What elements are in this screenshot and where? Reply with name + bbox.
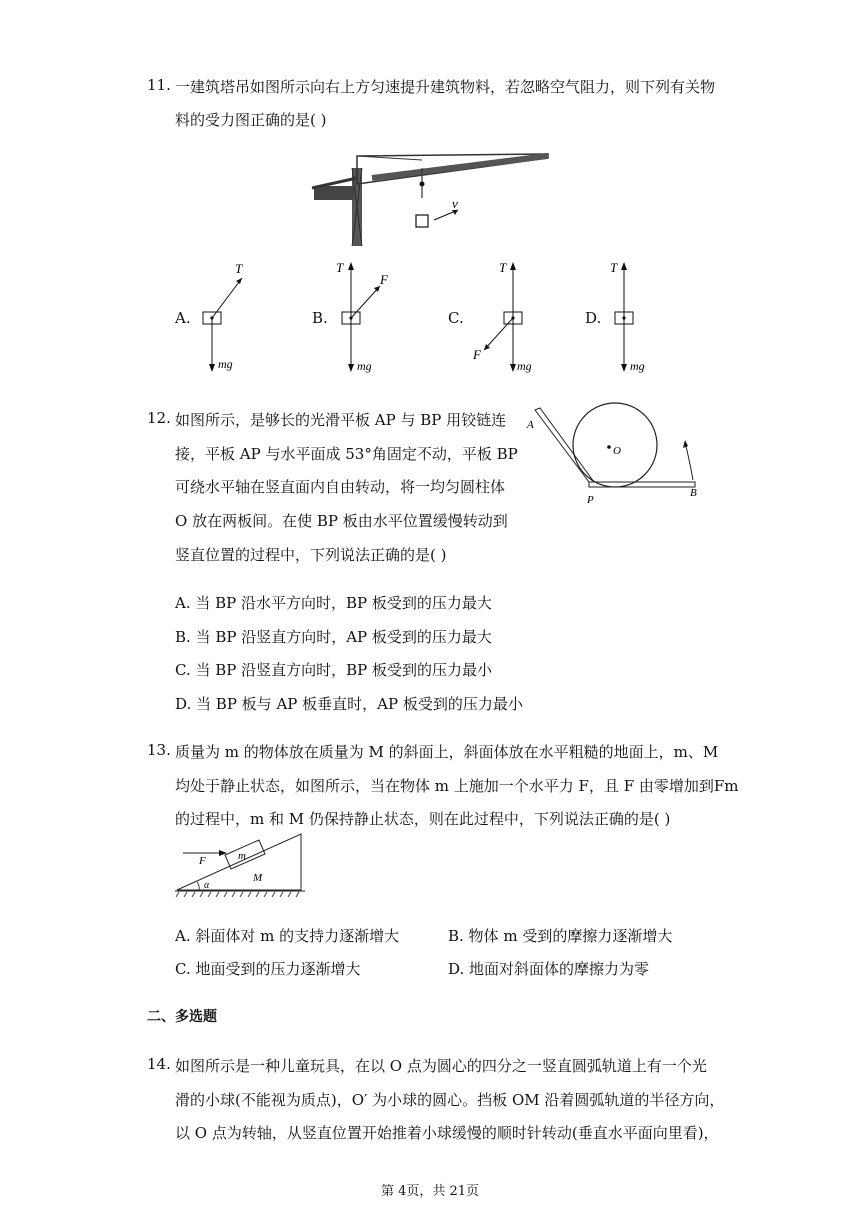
q11-line-1: 一建筑塔吊如图所示向右上方匀速提升建筑物料，若忽略空气阻力，则下列有关物 <box>175 78 716 96</box>
q13-option-a: A. 斜面体对 m 的支持力逐渐增大 <box>175 927 400 945</box>
q14-number: 14. <box>147 1055 171 1073</box>
q11-d-force-mg: mg <box>630 359 645 373</box>
q14-line-2: 滑的小球(不能视为质点)，O′ 为小球的圆心。挡板 OM 沿着圆弧轨道的半径方向， <box>175 1091 725 1109</box>
q12-line-3: 可绕水平轴在竖直面内自由转动，将一均匀圆柱体 <box>175 478 506 496</box>
q12-figure <box>525 400 710 510</box>
q13-figure <box>175 832 310 902</box>
q13-option-d: D. 地面对斜面体的摩擦力为零 <box>448 960 650 978</box>
q12-line-2: 接，平板 AP 与水平面成 53°角固定不动，平板 BP <box>175 445 518 463</box>
q12-option-a: A. 当 BP 沿水平方向时，BP 板受到的压力最大 <box>175 594 492 612</box>
q11-c-force-f: F <box>473 347 481 362</box>
q13-number: 13. <box>147 741 171 759</box>
q13-option-c: C. 地面受到的压力逐渐增大 <box>175 960 361 978</box>
q11-option-b-letter: B. <box>312 309 328 327</box>
q13-label-alpha: α <box>204 880 210 891</box>
q12-line-1: 如图所示，是够长的光滑平板 AP 与 BP 用铰链连 <box>175 411 507 429</box>
crane-velocity-label: v <box>452 196 458 211</box>
q13-line-3: 的过程中，m 和 M 仍保持静止状态，则在此过程中，下列说法正确的是( ) <box>175 810 671 828</box>
q13-line-1: 质量为 m 的物体放在质量为 M 的斜面上，斜面体放在水平粗糙的地面上，m、M <box>175 743 719 761</box>
q11-option-c-diagram <box>470 258 545 375</box>
q11-c-force-t: T <box>499 260 507 275</box>
q11-c-force-mg: mg <box>517 359 532 373</box>
q11-line-2: 料的受力图正确的是( ) <box>175 111 327 129</box>
q11-b-force-f: F <box>380 272 388 287</box>
q12-option-d: D. 当 BP 板与 AP 板垂直时，AP 板受到的压力最小 <box>175 695 523 713</box>
q14-line-3: 以 O 点为转轴，从竖直位置开始推着小球缓慢的顺时针转动(垂直水平面向里看)， <box>175 1124 719 1142</box>
q11-a-force-t: T <box>235 261 243 276</box>
q12-line-5: 竖直位置的过程中，下列说法正确的是( ) <box>175 546 447 564</box>
q12-number: 12. <box>147 409 171 427</box>
q11-a-force-mg: mg <box>218 357 233 371</box>
q12-option-b: B. 当 BP 沿竖直方向时，AP 板受到的压力最大 <box>175 628 492 646</box>
q12-line-4: O 放在两板间。在使 BP 板由水平位置缓慢转动到 <box>175 512 508 530</box>
q12-label-b: B <box>690 487 697 499</box>
q11-option-c-letter: C. <box>448 309 464 327</box>
page-footer: 第 4页，共 21页 <box>380 1184 480 1199</box>
crane-figure <box>312 148 552 248</box>
q11-number: 11. <box>147 76 171 94</box>
q11-option-a-letter: A. <box>175 309 191 327</box>
q11-option-d-diagram <box>605 258 665 375</box>
q13-line-2: 均处于静止状态，如图所示，当在物体 m 上施加一个水平力 F，且 F 由零增加到Fm <box>175 777 739 795</box>
section-title-multiple-choice: 二、多选题 <box>147 1009 217 1025</box>
q11-d-force-t: T <box>610 260 618 275</box>
q11-option-b-diagram <box>332 258 402 375</box>
q11-b-force-t: T <box>336 260 344 275</box>
q12-label-o: O <box>613 445 621 457</box>
q12-label-a: A <box>527 419 534 431</box>
q12-label-p: P <box>587 494 594 506</box>
q13-label-m: m <box>238 850 246 862</box>
q13-option-b: B. 物体 m 受到的摩擦力逐渐增大 <box>448 927 673 945</box>
q11-option-a-diagram <box>195 260 255 375</box>
q11-option-d-letter: D. <box>585 309 602 327</box>
q14-line-1: 如图所示是一种儿童玩具，在以 O 点为圆心的四分之一竖直圆弧轨道上有一个光 <box>175 1057 707 1075</box>
q11-b-force-mg: mg <box>357 359 372 373</box>
q12-option-c: C. 当 BP 沿竖直方向时，BP 板受到的压力最小 <box>175 661 493 679</box>
q13-label-f: F <box>199 855 206 867</box>
q13-label-big-m: M <box>253 872 263 884</box>
